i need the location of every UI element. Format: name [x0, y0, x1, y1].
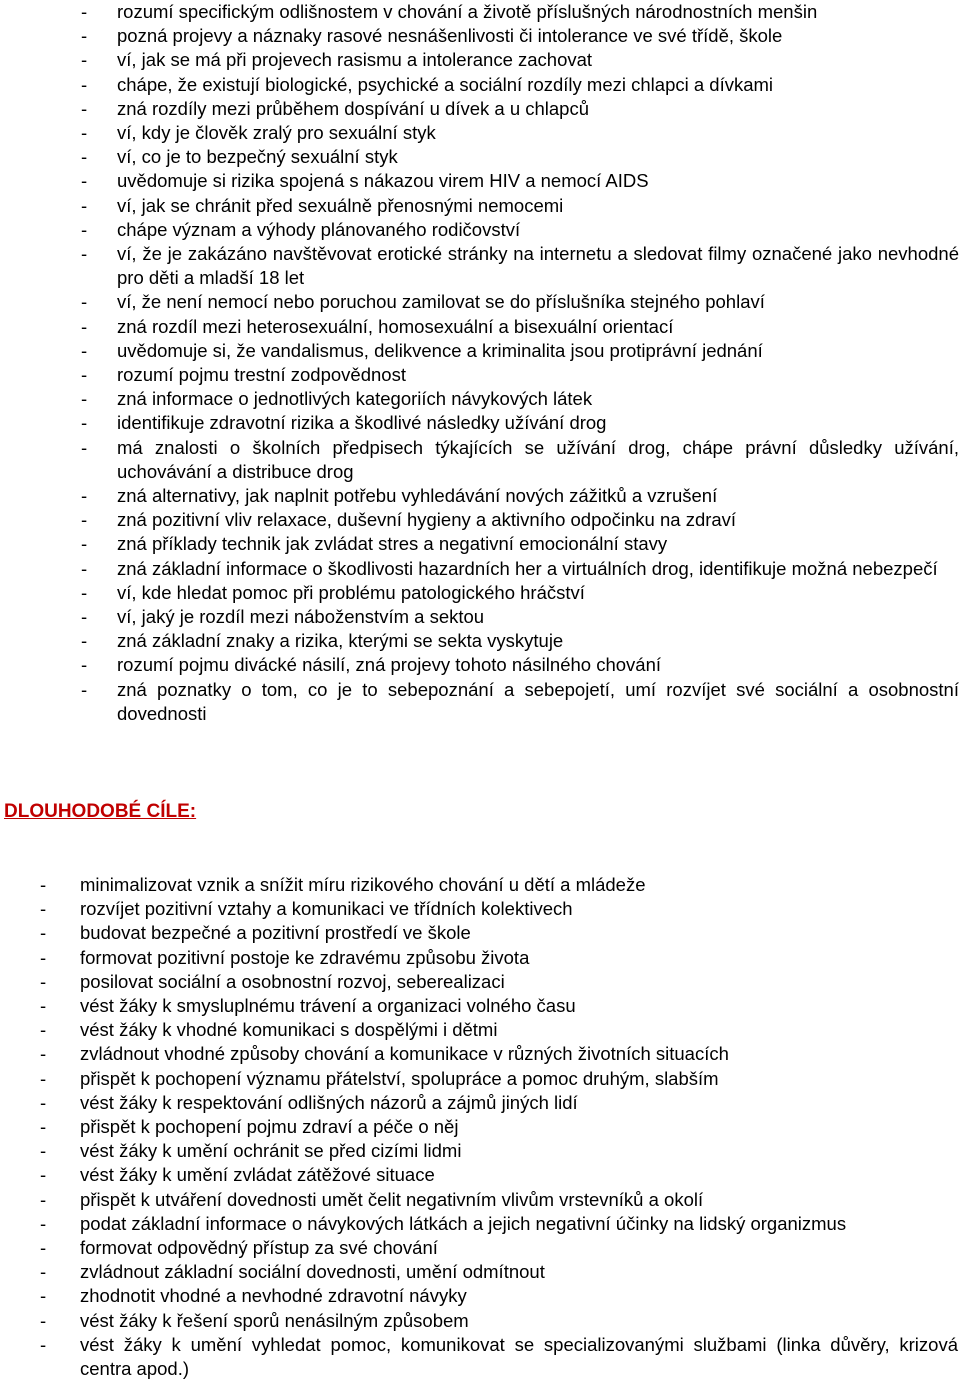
list-bullet: - [40, 1091, 47, 1113]
goal-item [40, 1163, 958, 1187]
outcome-item [81, 194, 959, 218]
outcome-item [81, 484, 959, 508]
list-bullet: - [81, 315, 88, 337]
list-bullet: - [40, 1237, 47, 1259]
list-item-text: ví, co je to bezpečný sexuální styk [117, 146, 398, 168]
list-bullet: - [40, 970, 47, 992]
list-item-text: identifikuje zdravotní rizika a škodlivé následky užívání drog [117, 412, 607, 434]
list-bullet: - [81, 73, 88, 95]
list-bullet: - [81, 678, 88, 700]
outcome-item [81, 97, 959, 121]
goal-item [40, 1333, 958, 1381]
outcome-item [81, 73, 959, 97]
list-bullet: - [81, 654, 88, 676]
goal-item [40, 1212, 958, 1236]
outcome-item [81, 0, 959, 24]
list-item-text: ví, že je zakázáno navštěvovat erotické stránky na internetu a sledovat filmy označené jako nevhodné pro děti a mladší 18 let [117, 243, 959, 289]
list-bullet: - [81, 194, 88, 216]
outcome-item [81, 339, 959, 363]
list-item-text: minimalizovat vznik a snížit míru rizikového chování u dětí a mládeže [80, 874, 646, 895]
list-bullet: - [81, 509, 88, 531]
list-item-text: formovat odpovědný přístup za své chování [80, 1237, 438, 1259]
list-item-text: zná základní znaky a rizika, kterými se sekta vyskytuje [117, 630, 564, 652]
list-item-text: ví, jaký je rozdíl mezi náboženstvím a sektou [117, 606, 485, 628]
list-item-text: přispět k pochopení pojmu zdraví a péče o něj [80, 1116, 459, 1138]
list-bullet: - [81, 122, 88, 144]
outcome-item [81, 581, 959, 605]
list-bullet: - [81, 557, 88, 579]
goal-item [40, 1018, 958, 1042]
list-item-text: vést žáky k řešení sporů nenásilným způsobem [80, 1309, 469, 1331]
list-bullet: - [40, 1285, 47, 1307]
list-bullet: - [40, 1333, 47, 1355]
list-item-text: ví, kde hledat pomoc při problému patologického hráčství [117, 581, 585, 603]
list-bullet: - [40, 898, 47, 920]
list-item-text: rozvíjet pozitivní vztahy a komunikaci ve třídních kolektivech [80, 898, 573, 920]
list-bullet: - [40, 1019, 47, 1041]
outcome-item [81, 508, 959, 532]
outcome-item [81, 387, 959, 411]
goal-item [40, 921, 958, 945]
goal-item [40, 1236, 958, 1260]
list-item-text: ví, jak se chránit před sexuálně přenosnými nemocemi [117, 194, 564, 216]
list-item-text: rozumí pojmu trestní zodpovědnost [117, 364, 406, 386]
outcomes-list [81, 0, 959, 726]
outcome-item [81, 242, 959, 290]
list-bullet: - [81, 146, 88, 168]
list-item-text: budovat bezpečné a pozitivní prostředí ve škole [80, 922, 471, 944]
list-bullet: - [81, 339, 88, 361]
list-bullet: - [40, 1140, 47, 1162]
outcome-item [81, 48, 959, 72]
list-bullet: - [81, 388, 88, 410]
outcome-item [81, 218, 959, 242]
outcome-item [81, 24, 959, 48]
outcome-item [81, 169, 959, 193]
goal-item [40, 1139, 958, 1163]
list-item-text: uvědomuje si, že vandalismus, delikvence a kriminalita jsou protiprávní jednání [117, 339, 763, 361]
list-bullet: - [40, 1188, 47, 1210]
list-item-text: zhodnotit vhodné a nevhodné zdravotní návyky [80, 1285, 467, 1307]
outcome-item [81, 121, 959, 145]
list-item-text: zná informace o jednotlivých kategoriích návykových látek [117, 388, 593, 410]
goal-item [40, 873, 958, 897]
list-item-text: vést žáky k umění zvládat zátěžové situace [80, 1164, 435, 1186]
list-item-text: přispět k utváření dovednosti umět čelit negativním vlivům vrstevníků a okolí [80, 1188, 704, 1210]
list-bullet: - [81, 630, 88, 652]
list-item-text: zná základní informace o škodlivosti hazardních her a virtuálních drog, identifikuje možná nebezpečí [117, 557, 938, 579]
outcome-item [81, 411, 959, 435]
list-item-text: ví, jak se má při projevech rasismu a intolerance zachovat [117, 49, 593, 71]
list-bullet: - [40, 1261, 47, 1283]
list-item-text: pozná projevy a náznaky rasové nesnášenlivosti či intolerance ve své třídě, škole [117, 25, 783, 47]
list-bullet: - [40, 874, 47, 895]
list-bullet: - [81, 49, 88, 71]
list-bullet: - [81, 25, 88, 47]
list-item-text: přispět k pochopení významu přátelství, spolupráce a pomoc druhým, slabším [80, 1067, 719, 1089]
list-item-text: má znalosti o školních předpisech týkajících se užívání drog, chápe právní důsledky užívání, uchovávání a distribuce drog [117, 436, 959, 482]
goal-item [40, 1042, 958, 1066]
list-item-text: chápe, že existují biologické, psychické a sociální rozdíly mezi chlapci a dívkami [117, 73, 774, 95]
goal-item [40, 1284, 958, 1308]
list-bullet: - [81, 436, 88, 458]
list-item-text: vést žáky k smysluplnému trávení a organizaci volného času [80, 995, 576, 1017]
list-item-text: zná pozitivní vliv relaxace, duševní hygieny a aktivního odpočinku na zdraví [117, 509, 737, 531]
goal-item [40, 1260, 958, 1284]
list-bullet: - [81, 364, 88, 386]
goal-item [40, 1115, 958, 1139]
list-bullet: - [81, 606, 88, 628]
outcome-item [81, 557, 959, 581]
list-item-text: zná poznatky o tom, co je to sebepoznání a sebepojetí, umí rozvíjet své sociální a osobnostní dovednosti [117, 678, 959, 724]
goal-item [40, 1067, 958, 1091]
outcome-item [81, 315, 959, 339]
list-item-text: posilovat sociální a osobnostní rozvoj, seberealizaci [80, 970, 505, 992]
list-item-text: vést žáky k umění vyhledat pomoc, komunikovat se specializovanými službami (linka důvěry, krizová centra apod.) [80, 1333, 958, 1380]
list-bullet: - [81, 218, 88, 240]
outcome-item [81, 436, 959, 484]
long-term-goals-heading: DLOUHODOBÉ CÍLE: [4, 801, 197, 822]
list-item-text: rozumí specifickým odlišnostem v chování a životě příslušných národnostních menšin [117, 1, 818, 22]
list-item-text: formovat pozitivní postoje ke zdravému způsobu života [80, 946, 530, 968]
outcome-item [81, 629, 959, 653]
list-item-text: ví, kdy je člověk zralý pro sexuální styk [117, 122, 436, 144]
list-item-text: rozumí pojmu divácké násilí, zná projevy tohoto násilného chování [117, 654, 661, 676]
list-bullet: - [40, 1116, 47, 1138]
list-item-text: zvládnout vhodné způsoby chování a komunikace v různých životních situacích [80, 1043, 729, 1065]
list-item-text: uvědomuje si rizika spojená s nákazou virem HIV a nemocí AIDS [117, 170, 649, 192]
goal-item [40, 1188, 958, 1212]
outcome-item [81, 605, 959, 629]
list-bullet: - [81, 170, 88, 192]
list-bullet: - [81, 97, 88, 119]
outcome-item [81, 532, 959, 556]
list-item-text: zná příklady technik jak zvládat stres a negativní emocionální stavy [117, 533, 668, 555]
outcome-item [81, 653, 959, 677]
list-bullet: - [40, 946, 47, 968]
goal-item [40, 1309, 958, 1333]
list-bullet: - [40, 995, 47, 1017]
list-item-text: vést žáky k respektování odlišných názorů a zájmů jiných lidí [80, 1091, 578, 1113]
goal-item [40, 946, 958, 970]
list-item-text: zná alternativy, jak naplnit potřebu vyhledávání nových zážitků a vzrušení [117, 485, 718, 507]
list-bullet: - [40, 1043, 47, 1065]
goal-item [40, 994, 958, 1018]
list-item-text: ví, že není nemocí nebo poruchou zamilovat se do příslušníka stejného pohlaví [117, 291, 765, 313]
long-term-goals-list [40, 873, 958, 1381]
list-item-text: zná rozdíl mezi heterosexuální, homosexuální a bisexuální orientací [117, 315, 674, 337]
outcome-item [81, 145, 959, 169]
list-item-text: zná rozdíly mezi průběhem dospívání u dívek a u chlapců [117, 97, 590, 119]
list-bullet: - [81, 485, 88, 507]
outcome-item [81, 678, 959, 726]
outcome-item [81, 290, 959, 314]
list-item-text: vést žáky k vhodné komunikaci s dospělými i dětmi [80, 1019, 498, 1041]
list-bullet: - [40, 1309, 47, 1331]
list-item-text: vést žáky k umění ochránit se před cizími lidmi [80, 1140, 462, 1162]
list-bullet: - [81, 533, 88, 555]
list-item-text: podat základní informace o návykových látkách a jejich negativní účinky na lidský organizmus [80, 1212, 847, 1234]
goal-item [40, 970, 958, 994]
list-bullet: - [81, 243, 88, 265]
goal-item [40, 1091, 958, 1115]
list-bullet: - [40, 1212, 47, 1234]
list-bullet: - [81, 1, 88, 22]
outcome-item [81, 363, 959, 387]
goal-item [40, 897, 958, 921]
list-bullet: - [81, 412, 88, 434]
list-bullet: - [40, 922, 47, 944]
list-bullet: - [40, 1067, 47, 1089]
list-bullet: - [40, 1164, 47, 1186]
list-item-text: zvládnout základní sociální dovednosti, umění odmítnout [80, 1261, 545, 1283]
list-bullet: - [81, 581, 88, 603]
list-bullet: - [81, 291, 88, 313]
list-item-text: chápe význam a výhody plánovaného rodičovství [117, 218, 521, 240]
